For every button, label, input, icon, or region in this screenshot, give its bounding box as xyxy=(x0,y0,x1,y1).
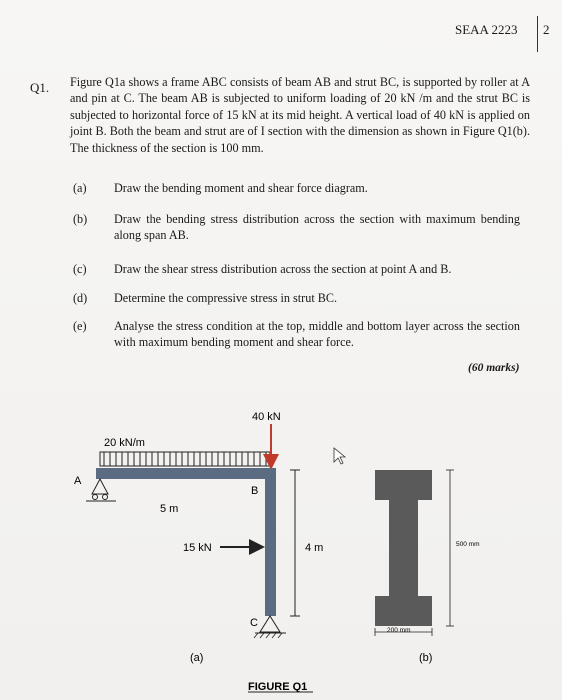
part-label: (d) xyxy=(73,291,88,305)
sub-label-a: (a) xyxy=(190,652,204,664)
part-text: Draw the bending moment and shear force diagram. xyxy=(114,181,368,195)
node-b-label: B xyxy=(251,485,259,497)
part-text: Draw the bending stress distribution across the section with maximum bending along span AB. xyxy=(114,212,520,243)
course-code: SEAA 2223 xyxy=(455,22,518,37)
height-dimension xyxy=(290,470,300,616)
node-c-label: C xyxy=(250,617,258,629)
section-width-label: 200 mm xyxy=(387,627,411,634)
sub-label-b: (b) xyxy=(419,652,433,664)
udl-label: 20 kN/m xyxy=(104,437,145,449)
bottom-flange xyxy=(375,596,432,626)
i-section xyxy=(375,470,432,626)
pin-support-c xyxy=(254,616,286,638)
strut-bc xyxy=(265,468,276,616)
part-label: (a) xyxy=(73,181,87,195)
part-text: Draw the shear stress distribution across the section at point A and B. xyxy=(114,262,452,276)
cursor-icon xyxy=(334,448,345,464)
top-flange xyxy=(375,470,432,500)
span-label: 5 m xyxy=(160,503,179,515)
roller-support-a xyxy=(86,479,116,501)
part-label: (c) xyxy=(73,262,87,276)
page-number: 2 xyxy=(543,22,550,37)
section-height-dimension xyxy=(446,470,454,626)
part-text: Determine the compressive stress in strut BC. xyxy=(114,291,338,305)
part-label: (b) xyxy=(73,212,88,226)
horizontal-force-label: 15 kN xyxy=(183,542,212,554)
beam-ab xyxy=(96,468,276,479)
height-label: 4 m xyxy=(305,542,324,554)
marks-label: (60 marks) xyxy=(468,362,520,374)
udl-load xyxy=(100,452,270,466)
node-a-label: A xyxy=(74,475,82,487)
figure-caption: FIGURE Q1 xyxy=(248,681,308,693)
part-label: (e) xyxy=(73,319,87,333)
web xyxy=(389,500,418,596)
point-load-label: 40 kN xyxy=(252,411,281,423)
udl-arrows xyxy=(104,452,266,466)
question-number: Q1. xyxy=(30,80,50,95)
section-height-label: 500 mm xyxy=(456,541,480,548)
part-text: Analyse the stress condition at the top, middle and bottom layer across the section with maximum bending moment and shear force. xyxy=(114,319,520,350)
question-intro: Figure Q1a shows a frame ABC consists of beam AB and strut BC, is supported by roller at A and pin at C. The beam AB is subjected to uniform loading of 20 kN /m and the strut BC is subjected to horizontal force of 15 kN at its mid height. A vertical load of 40 kN is applied on joint B. Both the beam and strut are of I section with the dimension as shown in Figure Q1(b). The thickness of the section is 100 mm. xyxy=(70,75,530,155)
